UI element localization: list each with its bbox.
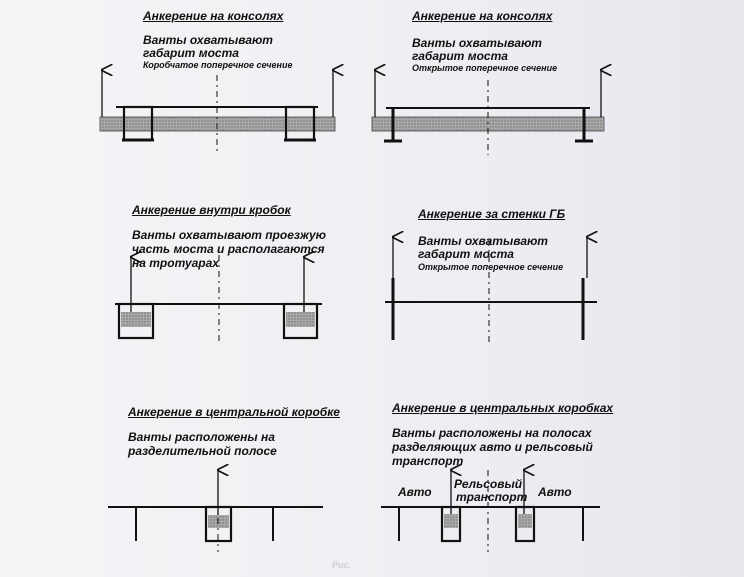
label-rail-2: транспорт bbox=[456, 490, 528, 504]
panel-4-line-1: Ванты охватывают bbox=[418, 234, 548, 248]
panel-3-line-2: часть моста и располагаются bbox=[132, 242, 325, 256]
label-rail-1: Рельсовый bbox=[454, 477, 523, 491]
panel-2-line-1: Ванты охватывают bbox=[412, 36, 542, 50]
panel-1-line-2: габарит моста bbox=[143, 46, 239, 60]
panel-4-line-2: габарит моста bbox=[418, 247, 514, 261]
panel-5-line-2: разделительной полосе bbox=[128, 444, 277, 458]
panel-6-title: Анкерение в центральных коробках bbox=[392, 401, 614, 415]
panel-1-line-1: Ванты охватывают bbox=[143, 33, 273, 47]
figure-caption: Рис. bbox=[332, 560, 352, 570]
panel-5-diagram bbox=[108, 470, 323, 552]
panel-6-line-1: Ванты расположены на полосах bbox=[392, 426, 592, 440]
panel-2-section: Открытое поперечное сечение bbox=[412, 63, 558, 73]
panel-6-line-3: транспорт bbox=[392, 454, 464, 468]
panel-3-line-1: Ванты охватывают проезжую bbox=[132, 228, 327, 242]
panel-3-title: Анкерение внутри кробок bbox=[132, 203, 291, 217]
panel-5-title: Анкерение в центральной коробке bbox=[128, 405, 340, 419]
panel-1-diagram bbox=[100, 70, 335, 155]
panel-5-line-1: Ванты расположены на bbox=[128, 430, 275, 444]
panel-3-line-3: на тротуарах bbox=[132, 256, 219, 270]
label-auto-right: Авто bbox=[538, 485, 572, 499]
label-auto-left: Авто bbox=[398, 485, 432, 499]
panel-2-title: Анкерение на консолях bbox=[412, 9, 553, 23]
panel-6-line-2: разделяющих авто и рельсовый bbox=[392, 440, 593, 454]
panel-2-diagram bbox=[372, 70, 604, 155]
panel-1-section: Коробчатое поперечное сечение bbox=[143, 60, 293, 70]
panel-1-title: Анкерение на консолях bbox=[143, 9, 284, 23]
panel-4-title: Анкерение за стенки ГБ bbox=[418, 207, 566, 221]
panel-4-section: Открытое поперечное сечение bbox=[418, 262, 564, 272]
panel-2-line-2: габарит моста bbox=[412, 49, 508, 63]
